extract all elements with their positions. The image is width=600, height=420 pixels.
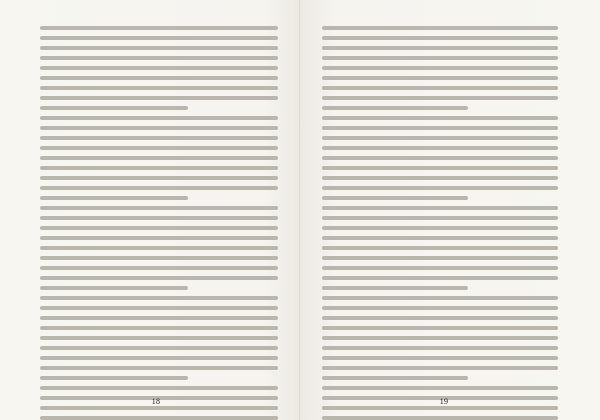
text-line-placeholder — [40, 196, 188, 200]
text-line-placeholder — [322, 176, 558, 180]
text-line-placeholder — [322, 216, 558, 220]
text-line-placeholder — [322, 266, 558, 270]
text-line-placeholder — [40, 176, 278, 180]
text-line-placeholder — [322, 276, 558, 280]
text-line-placeholder — [322, 26, 558, 30]
text-line-placeholder — [40, 366, 278, 370]
text-line-placeholder — [322, 146, 558, 150]
right-page-number: 19 — [439, 397, 449, 406]
text-line-placeholder — [322, 96, 558, 100]
text-line-placeholder — [40, 46, 278, 50]
text-line-placeholder — [322, 226, 558, 230]
text-line-placeholder — [322, 36, 558, 40]
text-line-placeholder — [322, 256, 558, 260]
left-page-number: 18 — [151, 397, 161, 406]
text-line-placeholder — [40, 416, 278, 420]
text-line-placeholder — [40, 36, 278, 40]
text-line-placeholder — [40, 66, 278, 70]
text-line-placeholder — [40, 126, 278, 130]
text-line-placeholder — [40, 316, 278, 320]
text-line-placeholder — [40, 166, 278, 170]
text-line-placeholder — [40, 56, 278, 60]
text-line-placeholder — [322, 166, 558, 170]
text-line-placeholder — [322, 286, 468, 290]
text-line-placeholder — [40, 106, 188, 110]
text-line-placeholder — [322, 206, 558, 210]
text-line-placeholder — [322, 376, 468, 380]
text-line-placeholder — [322, 386, 558, 390]
text-line-placeholder — [40, 216, 278, 220]
text-line-placeholder — [40, 386, 278, 390]
right-body-text — [322, 26, 558, 420]
text-line-placeholder — [40, 296, 278, 300]
text-line-placeholder — [322, 416, 558, 420]
text-line-placeholder — [322, 346, 558, 350]
text-line-placeholder — [322, 406, 558, 410]
text-line-placeholder — [40, 26, 278, 30]
text-line-placeholder — [40, 306, 278, 310]
text-line-placeholder — [40, 266, 278, 270]
text-line-placeholder — [40, 376, 188, 380]
text-line-placeholder — [40, 356, 278, 360]
text-line-placeholder — [322, 236, 558, 240]
text-line-placeholder — [40, 406, 278, 410]
text-line-placeholder — [322, 156, 558, 160]
text-line-placeholder — [322, 106, 468, 110]
text-line-placeholder — [40, 226, 278, 230]
text-line-placeholder — [40, 256, 278, 260]
text-line-placeholder — [40, 206, 278, 210]
text-line-placeholder — [40, 286, 188, 290]
text-line-placeholder — [322, 56, 558, 60]
text-line-placeholder — [322, 306, 558, 310]
text-line-placeholder — [40, 246, 278, 250]
text-line-placeholder — [322, 246, 558, 250]
text-line-placeholder — [40, 146, 278, 150]
text-line-placeholder — [322, 366, 558, 370]
text-line-placeholder — [322, 86, 558, 90]
text-line-placeholder — [40, 336, 278, 340]
text-line-placeholder — [322, 296, 558, 300]
text-line-placeholder — [40, 116, 278, 120]
right-page — [300, 0, 600, 420]
text-line-placeholder — [40, 186, 278, 190]
text-line-placeholder — [40, 346, 278, 350]
text-line-placeholder — [40, 156, 278, 160]
text-line-placeholder — [322, 66, 558, 70]
text-line-placeholder — [40, 276, 278, 280]
text-line-placeholder — [40, 96, 278, 100]
text-line-placeholder — [40, 86, 278, 90]
text-line-placeholder — [322, 136, 558, 140]
text-line-placeholder — [322, 316, 558, 320]
text-line-placeholder — [40, 326, 278, 330]
left-body-text — [40, 26, 278, 420]
text-line-placeholder — [322, 356, 558, 360]
text-line-placeholder — [322, 76, 558, 80]
text-line-placeholder — [322, 326, 558, 330]
text-line-placeholder — [322, 116, 558, 120]
text-line-placeholder — [40, 76, 278, 80]
text-line-placeholder — [40, 136, 278, 140]
text-line-placeholder — [40, 236, 278, 240]
text-line-placeholder — [322, 336, 558, 340]
text-line-placeholder — [322, 46, 558, 50]
text-line-placeholder — [322, 196, 468, 200]
text-line-placeholder — [322, 126, 558, 130]
text-line-placeholder — [322, 186, 558, 190]
